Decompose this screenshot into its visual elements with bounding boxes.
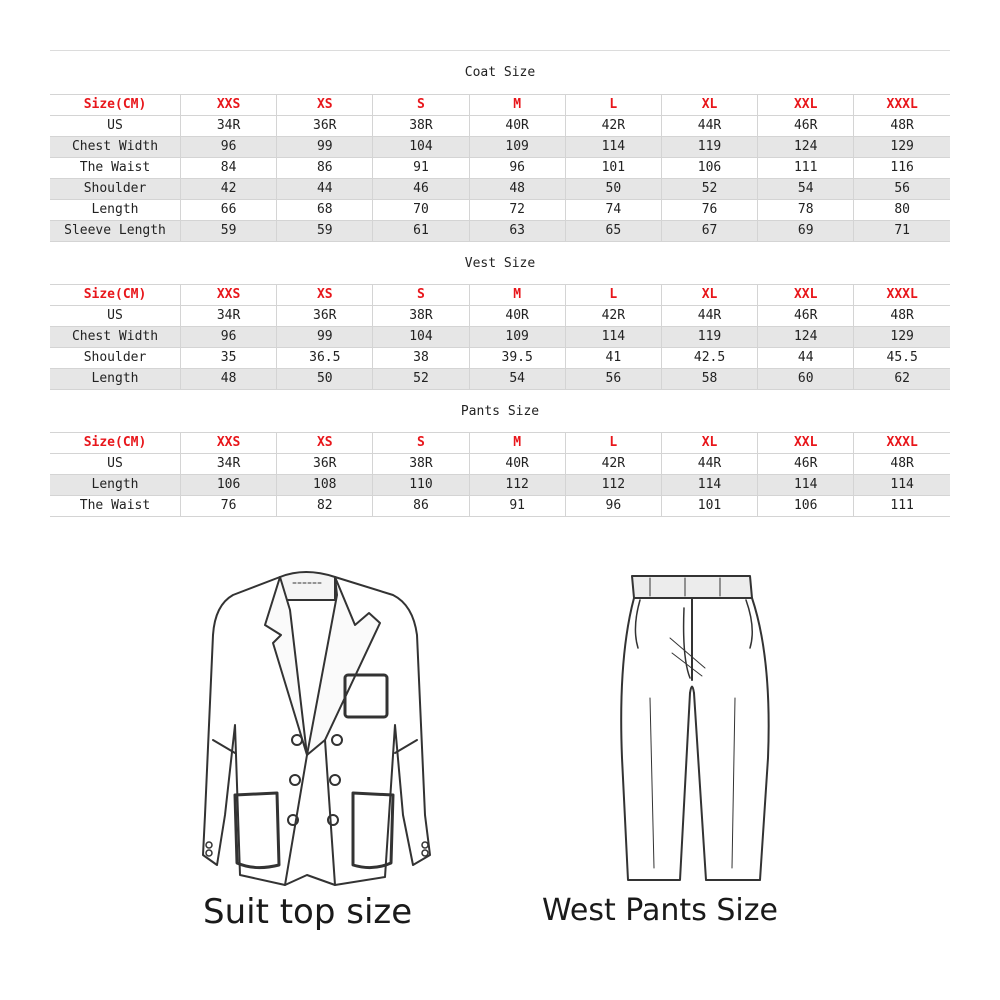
measurement-value: 114 bbox=[565, 137, 661, 158]
measurement-label: US bbox=[50, 306, 181, 327]
measurement-label: Length bbox=[50, 200, 181, 221]
measurement-value: 50 bbox=[565, 179, 661, 200]
measurement-value: 76 bbox=[661, 200, 757, 221]
measurement-value: 106 bbox=[758, 496, 854, 517]
coat-table-row bbox=[50, 200, 950, 221]
measurement-value: 69 bbox=[758, 221, 854, 242]
measurement-value: 48R bbox=[854, 306, 950, 327]
measurement-value: 39.5 bbox=[469, 348, 565, 369]
coat-table-row bbox=[50, 221, 950, 242]
measurement-label: Chest Width bbox=[50, 137, 181, 158]
measurement-value: 119 bbox=[661, 327, 757, 348]
suit-caption: Suit top size bbox=[203, 892, 413, 932]
measurement-value: 114 bbox=[565, 327, 661, 348]
measurement-value: 129 bbox=[854, 327, 950, 348]
vest-size-col-header: XXL bbox=[758, 285, 854, 306]
measurement-value: 48 bbox=[181, 369, 277, 390]
measurement-value: 112 bbox=[565, 475, 661, 496]
measurement-value: 78 bbox=[758, 200, 854, 221]
vest-table-row bbox=[50, 327, 950, 348]
coat-size-title: Coat Size bbox=[464, 65, 536, 80]
measurement-value: 36R bbox=[277, 116, 373, 137]
coat-table-row bbox=[50, 158, 950, 179]
measurement-value: 54 bbox=[758, 179, 854, 200]
pants-size-table bbox=[50, 432, 950, 517]
measurement-value: 108 bbox=[277, 475, 373, 496]
vest-table-row bbox=[50, 306, 950, 327]
pants-caption: West Pants Size bbox=[542, 893, 778, 928]
measurement-value: 44R bbox=[661, 116, 757, 137]
suit-jacket-icon bbox=[185, 565, 455, 900]
measurement-value: 101 bbox=[565, 158, 661, 179]
measurement-value: 52 bbox=[373, 369, 469, 390]
measurement-value: 46R bbox=[758, 454, 854, 475]
measurement-value: 56 bbox=[565, 369, 661, 390]
measurement-value: 86 bbox=[373, 496, 469, 517]
measurement-value: 80 bbox=[854, 200, 950, 221]
measurement-value: 36.5 bbox=[277, 348, 373, 369]
measurement-value: 42R bbox=[565, 306, 661, 327]
measurement-value: 114 bbox=[854, 475, 950, 496]
measurement-value: 67 bbox=[661, 221, 757, 242]
measurement-value: 38R bbox=[373, 454, 469, 475]
coat-table-row bbox=[50, 116, 950, 137]
measurement-value: 106 bbox=[661, 158, 757, 179]
vest-size-title: Vest Size bbox=[464, 256, 536, 271]
coat-table-row bbox=[50, 137, 950, 158]
measurement-value: 60 bbox=[758, 369, 854, 390]
measurement-value: 34R bbox=[181, 454, 277, 475]
measurement-value: 48R bbox=[854, 116, 950, 137]
pants-table-row bbox=[50, 454, 950, 475]
pants-size-col-header: XS bbox=[277, 433, 373, 454]
measurement-value: 36R bbox=[277, 306, 373, 327]
measurement-value: 71 bbox=[854, 221, 950, 242]
measurement-value: 104 bbox=[373, 327, 469, 348]
measurement-label: Sleeve Length bbox=[50, 221, 181, 242]
measurement-value: 56 bbox=[854, 179, 950, 200]
measurement-value: 124 bbox=[758, 327, 854, 348]
measurement-value: 124 bbox=[758, 137, 854, 158]
measurement-value: 44R bbox=[661, 306, 757, 327]
measurement-value: 38 bbox=[373, 348, 469, 369]
measurement-value: 96 bbox=[469, 158, 565, 179]
vest-size-col-header: XXXL bbox=[854, 285, 950, 306]
measurement-value: 84 bbox=[181, 158, 277, 179]
coat-size-table bbox=[50, 94, 950, 242]
vest-table-row bbox=[50, 348, 950, 369]
measurement-value: 35 bbox=[181, 348, 277, 369]
pants-size-col-header: M bbox=[469, 433, 565, 454]
measurement-value: 74 bbox=[565, 200, 661, 221]
measurement-value: 40R bbox=[469, 306, 565, 327]
measurement-value: 110 bbox=[373, 475, 469, 496]
pants-size-col-header: XXL bbox=[758, 433, 854, 454]
vest-header-row bbox=[50, 285, 950, 306]
measurement-value: 76 bbox=[181, 496, 277, 517]
measurement-value: 82 bbox=[277, 496, 373, 517]
measurement-value: 42 bbox=[181, 179, 277, 200]
measurement-value: 46 bbox=[373, 179, 469, 200]
coat-size-col-header: S bbox=[373, 95, 469, 116]
measurement-value: 41 bbox=[565, 348, 661, 369]
measurement-value: 38R bbox=[373, 116, 469, 137]
measurement-value: 111 bbox=[854, 496, 950, 517]
measurement-label: Shoulder bbox=[50, 348, 181, 369]
vest-size-table bbox=[50, 284, 950, 390]
coat-size-col-header: XXL bbox=[758, 95, 854, 116]
measurement-value: 44 bbox=[758, 348, 854, 369]
measurement-label: Length bbox=[50, 369, 181, 390]
measurement-value: 42.5 bbox=[661, 348, 757, 369]
pants-header-row bbox=[50, 433, 950, 454]
measurement-value: 96 bbox=[181, 137, 277, 158]
pants-size-col-header: L bbox=[565, 433, 661, 454]
measurement-value: 34R bbox=[181, 306, 277, 327]
measurement-value: 129 bbox=[854, 137, 950, 158]
measurement-label: The Waist bbox=[50, 158, 181, 179]
coat-size-col-header: L bbox=[565, 95, 661, 116]
measurement-value: 44 bbox=[277, 179, 373, 200]
pants-size-label: Size(CM) bbox=[50, 433, 181, 454]
coat-header-row bbox=[50, 95, 950, 116]
measurement-value: 65 bbox=[565, 221, 661, 242]
coat-size-col-header: M bbox=[469, 95, 565, 116]
measurement-value: 70 bbox=[373, 200, 469, 221]
pants-size-col-header: XXS bbox=[181, 433, 277, 454]
measurement-value: 91 bbox=[469, 496, 565, 517]
pants-table-row bbox=[50, 496, 950, 517]
measurement-value: 106 bbox=[181, 475, 277, 496]
measurement-value: 116 bbox=[854, 158, 950, 179]
vest-size-col-header: XXS bbox=[181, 285, 277, 306]
measurement-value: 99 bbox=[277, 137, 373, 158]
top-divider bbox=[50, 50, 950, 51]
measurement-value: 48 bbox=[469, 179, 565, 200]
measurement-value: 45.5 bbox=[854, 348, 950, 369]
measurement-value: 36R bbox=[277, 454, 373, 475]
measurement-value: 42R bbox=[565, 116, 661, 137]
measurement-value: 72 bbox=[469, 200, 565, 221]
vest-size-col-header: XL bbox=[661, 285, 757, 306]
trousers-icon bbox=[610, 568, 785, 890]
measurement-label: US bbox=[50, 454, 181, 475]
measurement-value: 54 bbox=[469, 369, 565, 390]
pants-size-title: Pants Size bbox=[460, 404, 540, 419]
vest-size-col-header: XS bbox=[277, 285, 373, 306]
measurement-value: 50 bbox=[277, 369, 373, 390]
pants-size-col-header: S bbox=[373, 433, 469, 454]
measurement-value: 119 bbox=[661, 137, 757, 158]
coat-size-col-header: XL bbox=[661, 95, 757, 116]
measurement-value: 101 bbox=[661, 496, 757, 517]
measurement-value: 62 bbox=[854, 369, 950, 390]
vest-size-col-header: M bbox=[469, 285, 565, 306]
vest-table-row bbox=[50, 369, 950, 390]
measurement-value: 42R bbox=[565, 454, 661, 475]
pants-table-row bbox=[50, 475, 950, 496]
measurement-value: 68 bbox=[277, 200, 373, 221]
measurement-value: 112 bbox=[469, 475, 565, 496]
measurement-value: 63 bbox=[469, 221, 565, 242]
measurement-value: 58 bbox=[661, 369, 757, 390]
measurement-value: 38R bbox=[373, 306, 469, 327]
measurement-value: 59 bbox=[277, 221, 373, 242]
measurement-value: 96 bbox=[181, 327, 277, 348]
measurement-value: 91 bbox=[373, 158, 469, 179]
measurement-value: 48R bbox=[854, 454, 950, 475]
coat-size-label: Size(CM) bbox=[50, 95, 181, 116]
measurement-value: 46R bbox=[758, 116, 854, 137]
coat-size-col-header: XS bbox=[277, 95, 373, 116]
measurement-value: 44R bbox=[661, 454, 757, 475]
vest-size-label: Size(CM) bbox=[50, 285, 181, 306]
measurement-value: 109 bbox=[469, 137, 565, 158]
coat-table-row bbox=[50, 179, 950, 200]
measurement-label: Length bbox=[50, 475, 181, 496]
measurement-value: 99 bbox=[277, 327, 373, 348]
measurement-value: 40R bbox=[469, 116, 565, 137]
measurement-value: 34R bbox=[181, 116, 277, 137]
measurement-value: 114 bbox=[758, 475, 854, 496]
measurement-value: 66 bbox=[181, 200, 277, 221]
measurement-label: US bbox=[50, 116, 181, 137]
measurement-label: Shoulder bbox=[50, 179, 181, 200]
measurement-value: 59 bbox=[181, 221, 277, 242]
coat-size-col-header: XXS bbox=[181, 95, 277, 116]
measurement-value: 46R bbox=[758, 306, 854, 327]
vest-size-col-header: L bbox=[565, 285, 661, 306]
measurement-label: Chest Width bbox=[50, 327, 181, 348]
measurement-value: 114 bbox=[661, 475, 757, 496]
measurement-label: The Waist bbox=[50, 496, 181, 517]
measurement-value: 52 bbox=[661, 179, 757, 200]
measurement-value: 86 bbox=[277, 158, 373, 179]
measurement-value: 104 bbox=[373, 137, 469, 158]
coat-size-col-header: XXXL bbox=[854, 95, 950, 116]
measurement-value: 40R bbox=[469, 454, 565, 475]
measurement-value: 96 bbox=[565, 496, 661, 517]
measurement-value: 109 bbox=[469, 327, 565, 348]
pants-size-col-header: XL bbox=[661, 433, 757, 454]
measurement-value: 61 bbox=[373, 221, 469, 242]
vest-size-col-header: S bbox=[373, 285, 469, 306]
measurement-value: 111 bbox=[758, 158, 854, 179]
pants-size-col-header: XXXL bbox=[854, 433, 950, 454]
